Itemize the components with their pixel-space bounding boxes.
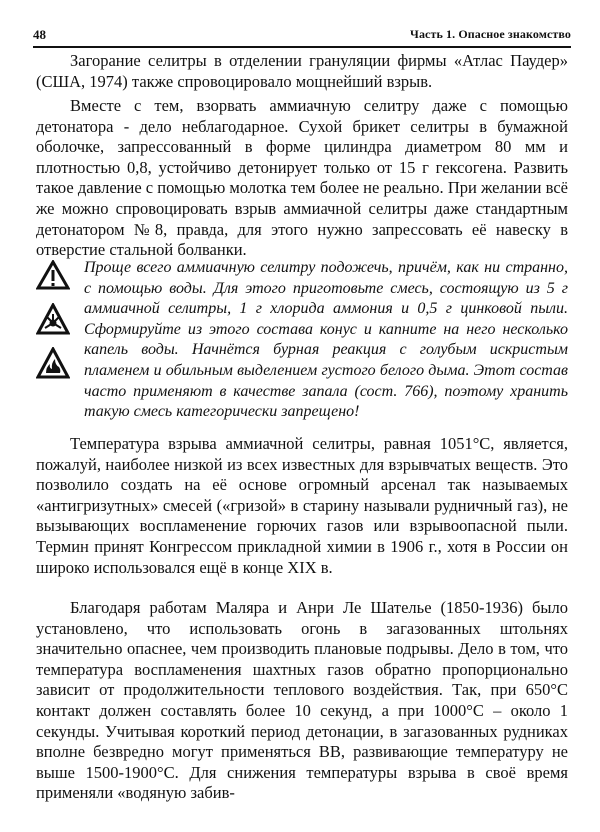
page-number: 48 [33,27,46,42]
page-header [33,26,571,48]
paragraph-3-text: Температура взрыва аммиачной селитры, равная 1051°С, является, пожалуй, наиболее низкой из всех известных для взрывчатых веществ. Это позволило создать на её основе огромный арсенал так называемых «антигризутных» смесей («гризой» в старину называли рудничный газ), не вызывающих воспламенение горючих газов или взрывоопасной пыли. Термин принят Конгрессом прикладной химии в 1906 г., хотя в России он широко использовался ещё в конце XIX в. [36,434,568,577]
paragraph-2 [36,96,568,261]
paragraph-2-text: Вместе с тем, взорвать аммиачную селитру даже с помощью детонатора - дело неблагодарное. Сухой брикет селитры в бумажной оболочке, запрессованный в форме цилиндра диаметром 80 мм и плотностью 0,8, устойчиво детонирует только от 15 г гексогена. Развить такое давление с помощью молотка тем более не реально. При желании всё же можно спровоцировать взрыв аммиачной селитры даже стандартным детонатором №8, правда, для этого нужно запрессовать её навеску в отверстие стальной болванки. [36,96,568,260]
running-title: Часть 1. Опасное знакомство [410,27,571,41]
paragraph-1 [36,51,568,92]
paragraph-1-text: Загорание селитры в отделении грануляции фирмы «Атлас Паудер» (США, 1974) также спровоцировало мощнейший взрыв. [36,51,568,91]
paragraph-4-text: Благодаря работам Маляра и Анри Ле Шателье (1850-1936) было установлено, что использовать огонь в загазованных штольнях значительно опаснее, чем производить плановые подрывы. Дело в том, что температура воспламенения шахтных газов обратно пропорционально зависит от продолжительности теплового воздействия. Так, при 650°С контакт должен составлять более 10 секунд, а при 1000°С – около 1 секунды. Учитывая короткий период детонации, в загазованных рудниках вполне безвредно могут применяться ВВ, развивающие температуру не выше 1500-1900°С. Для снижения температуры взрыва в своё время применяли «водяную забив- [36,598,568,803]
paragraph-3 [36,434,568,578]
explosion-hazard-icon [36,303,70,335]
warning-text: Проще всего аммиачную селитру подожечь, причём, как ни странно, с помощью воды. Для этого приготовьте смесь, состоящую из 5 г аммиачной селитры, 1 г хлорида аммония и 0,5 г цинковой пыли. Сформируйте из этого состава конус и капните на него несколько капель воды. Начнётся бурная реакция с голубым искристым пламенем и обильным выделением густого белого дыма. Этот состав часто применяют в качестве запала (сост. 766), поэтому хранить такую смесь категорически запрещено! [84,259,568,421]
warning-triangle-icon [36,260,70,290]
paragraph-4 [36,598,568,804]
warning-text-block [84,258,568,423]
fire-hazard-icon [36,347,70,379]
